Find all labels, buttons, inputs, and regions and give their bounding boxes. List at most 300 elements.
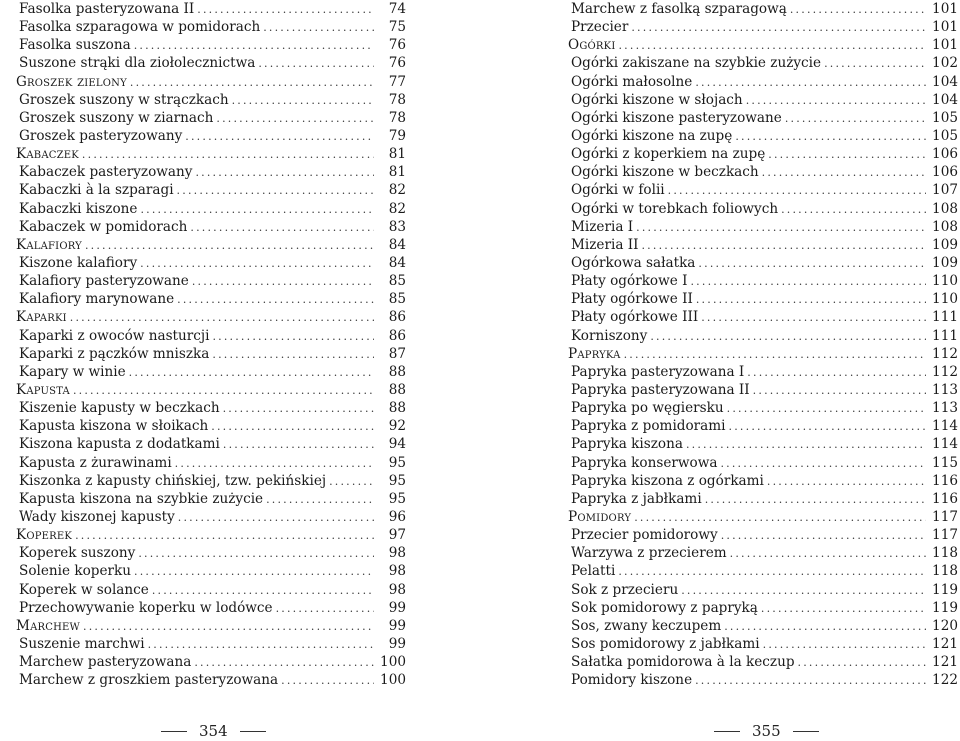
dot-leader [134,563,374,581]
toc-entry-row [568,635,958,653]
toc-page-number: 98 [388,581,406,598]
toc-page-number: 99 [388,635,406,652]
toc-page-number: 122 [932,672,958,689]
toc-entry-title: Fasolka szparagowa w pomidorach [19,19,261,36]
dot-leader [720,455,926,473]
toc-entry-title: Ogórki w folii [571,182,665,199]
toc-entry-title: Kabaczek pasteryzowany [19,164,193,181]
dot-leader [767,473,926,491]
toc-entry-row [568,218,958,236]
toc-category-row [16,236,406,254]
dot-leader [212,328,374,346]
toc-page-number: 109 [932,236,958,253]
toc-entry-title: Sałatka pomidorowa à la keczup [571,654,795,671]
toc-page-number: 102 [932,55,958,72]
toc-entry-row [16,327,406,345]
toc-entry-row [568,200,958,218]
toc-page-number: 99 [388,617,406,634]
toc-right-column [568,0,958,689]
toc-category-row [16,73,406,91]
toc-entry-row [16,109,406,127]
toc-page-number: 98 [388,545,406,562]
dot-leader [177,291,374,309]
dot-leader [790,1,926,19]
toc-entry-row [16,54,406,72]
toc-entry-title: Kapusta z żurawinami [19,454,172,471]
toc-page-number: 85 [388,291,406,308]
dot-leader [329,473,374,491]
toc-entry-row [16,671,406,689]
toc-entry-row [568,363,958,381]
toc-entry-row [16,254,406,272]
toc-entry-row [16,653,406,671]
dot-leader [781,201,926,219]
toc-left-column [16,0,406,689]
toc-entry-row [568,490,958,508]
toc-entry-row [16,272,406,290]
toc-category-title: Kabaczek [16,146,79,163]
dot-leader [690,273,926,291]
dot-leader [824,55,926,73]
toc-entry-row [568,18,958,36]
toc-page-number: 97 [388,527,406,544]
dot-leader [668,182,926,200]
dot-leader [631,19,926,37]
toc-entry-title: Groszek suszony w ziarnach [19,109,214,126]
toc-entry-row [568,381,958,399]
toc-entry-title: Ogórkowa sałatka [571,254,696,271]
dot-leader [82,146,374,164]
toc-entry-title: Kiszenie kapusty w beczkach [19,400,220,417]
dot-leader [129,364,374,382]
dot-leader [195,164,374,182]
toc-entry-title: Solenie koperku [19,563,132,580]
footer-dash [161,731,187,732]
toc-page-number: 118 [932,563,958,580]
toc-entry-row [16,363,406,381]
dot-leader [701,309,926,327]
toc-entry-row [568,671,958,689]
toc-page-number: 116 [932,472,958,489]
toc-page-number: 82 [388,182,406,199]
toc-entry-row [568,290,958,308]
toc-entry-row [16,181,406,199]
dot-leader [192,273,374,291]
toc-entry-title: Papryka po węgiersku [571,400,724,417]
toc-page-number: 110 [932,291,958,308]
dot-leader [148,636,374,654]
toc-entry-title: Przecier [571,19,629,36]
toc-page-number: 114 [932,436,958,453]
dot-leader [634,509,926,527]
toc-entry-title: Ogórki w torebkach foliowych [571,200,779,217]
toc-entry-title: Fasolka suszona [19,37,131,54]
dot-leader [190,219,374,237]
toc-page-number: 76 [388,55,406,72]
toc-entry-title: Ogórki z koperkiem na zupę [571,146,766,163]
toc-entry-row [568,599,958,617]
dot-leader [75,527,374,545]
toc-page-number: 104 [932,73,958,90]
toc-page-number: 108 [932,200,958,217]
toc-entry-title: Mizeria I [571,218,634,235]
dot-leader [212,346,374,364]
toc-entry-row [568,254,958,272]
toc-page-number: 101 [932,1,958,17]
dot-leader [618,37,926,55]
toc-entry-title: Kabaczek w pomidorach [19,218,188,235]
toc-page-number: 99 [388,599,406,616]
toc-entry-row [568,91,958,109]
toc-entry-row [568,417,958,435]
toc-page-number: 87 [388,345,406,362]
toc-entry-title: Kapusta kiszona w słoikach [19,418,209,435]
dot-leader [232,92,374,110]
toc-page-number: 96 [388,508,406,525]
toc-page-number: 119 [932,581,958,598]
toc-page-number: 106 [932,164,958,181]
toc-entry-row [568,327,958,345]
toc-entry-row [568,73,958,91]
toc-entry-row [16,635,406,653]
dot-leader [686,436,926,454]
dot-leader [763,636,926,654]
dot-leader [730,545,926,563]
toc-page-number: 88 [388,363,406,380]
toc-page-number: 112 [932,345,958,362]
toc-category-row [568,36,958,54]
toc-page-number: 108 [932,218,958,235]
dot-leader [185,128,374,146]
dot-leader [281,672,374,690]
dot-leader [85,237,374,255]
toc-entry-row [568,617,958,635]
dot-leader [134,37,374,55]
dot-leader [140,201,374,219]
dot-leader [175,455,374,473]
toc-entry-title: Papryka z pomidorami [571,418,726,435]
toc-entry-row [16,290,406,308]
toc-category-row [16,145,406,163]
dot-leader [138,545,374,563]
toc-entry-row [16,18,406,36]
toc-entry-row [568,581,958,599]
toc-entry-title: Marchew z fasolką szparagową [571,1,787,17]
footer-right-page-number [714,722,819,740]
dot-leader [721,527,926,545]
toc-page-number: 121 [932,654,958,671]
toc-page-number: 118 [932,545,958,562]
toc-entry-title: Kaparki z pączków mniszka [19,345,210,362]
dot-leader [266,491,374,509]
toc-entry-title: Ogórki kiszone pasteryzowane [571,109,782,126]
toc-entry-row [568,181,958,199]
footer-dash [793,731,819,732]
toc-page-number: 114 [932,418,958,435]
toc-category-title: Kalafiory [16,236,82,253]
dot-leader [197,1,374,19]
toc-entry-title: Koperek suszony [19,545,136,562]
dot-leader [263,19,374,37]
toc-entry-title: Kapusta kiszona na szybkie zużycie [19,490,264,507]
toc-entry-title: Sos, zwany keczupem [571,617,722,634]
toc-page-number: 105 [932,109,958,126]
toc-entry-row [16,435,406,453]
toc-page-number: 88 [388,400,406,417]
toc-page-number: 95 [388,472,406,489]
toc-page-number: 83 [388,218,406,235]
toc-page-number: 79 [388,127,406,144]
dot-leader [211,418,374,436]
toc-entry-title: Marchew z groszkiem pasteryzowana [19,672,279,689]
toc-entry-title: Kabaczki kiszone [19,200,138,217]
toc-entry-row [16,562,406,580]
toc-page-number: 117 [932,508,958,525]
toc-category-title: Groszek zielony [16,73,127,90]
toc-entry-row [16,581,406,599]
toc-category-title: Koperek [16,527,73,544]
dot-leader [177,182,374,200]
toc-entry-row [568,472,958,490]
dot-leader [681,582,926,600]
toc-entry-title: Papryka kiszona [571,436,683,453]
toc-entry-title: Ogórki kiszone w beczkach [571,164,759,181]
toc-entry-row [16,163,406,181]
toc-entry-row [16,599,406,617]
toc-page-number: 81 [388,146,406,163]
dot-leader [73,382,374,400]
toc-entry-title: Kaparki z owoców nasturcji [19,327,210,344]
toc-entry-row [16,508,406,526]
dot-leader [70,309,374,327]
toc-page-number: 95 [388,454,406,471]
toc-entry-title: Kiszone kalafiory [19,254,138,271]
toc-page-number: 113 [932,381,958,398]
toc-entry-title: Suszenie marchwi [19,635,145,652]
toc-entry-row [568,272,958,290]
toc-entry-title: Mizeria II [571,236,639,253]
toc-entry-title: Pelatti [571,563,616,580]
toc-entry-row [568,399,958,417]
toc-entry-row [568,544,958,562]
dot-leader [216,110,374,128]
toc-entry-title: Ogórki zakiszane na szybkie zużycie [571,55,822,72]
toc-entry-title: Kalafiory marynowane [19,291,175,308]
toc-entry-row [16,472,406,490]
toc-entry-title: Płaty ogórkowe II [571,291,693,308]
toc-page-number: 101 [932,37,958,54]
dot-leader [798,654,926,672]
toc-page-number: 100 [380,672,406,689]
dot-leader [276,600,374,618]
toc-entry-title: Ogórki kiszone na zupę [571,127,733,144]
toc-entry-row [568,435,958,453]
dot-leader [696,291,926,309]
toc-entry-row [568,54,958,72]
toc-category-title: Ogórki [568,37,616,54]
toc-page-number: 76 [388,37,406,54]
toc-page-number: 81 [388,164,406,181]
page-number: 355 [752,722,781,740]
toc-entry-row [16,345,406,363]
dot-leader [698,255,926,273]
dot-leader [618,563,926,581]
toc-entry-title: Sok pomidorowy z papryką [571,599,758,616]
dot-leader [761,600,926,618]
toc-entry-title: Wady kiszonej kapusty [19,508,175,525]
toc-entry-row [568,109,958,127]
toc-entry-row [16,490,406,508]
toc-entry-row [16,454,406,472]
toc-page-number: 98 [388,563,406,580]
toc-entry-title: Ogórki kiszone w słojach [571,91,743,108]
toc-page-number: 86 [388,327,406,344]
toc-entry-row [16,91,406,109]
dot-leader [636,219,926,237]
toc-page-number: 82 [388,200,406,217]
footer-dash [240,731,266,732]
toc-entry-title: Kiszona kapusta z dodatkami [19,436,220,453]
toc-entry-row [16,200,406,218]
toc-entry-title: Płaty ogórkowe I [571,273,688,290]
toc-page-number: 92 [388,418,406,435]
toc-page-number: 121 [932,635,958,652]
toc-entry-title: Kiszonka z kapusty chińskiej, tzw. pekińskiej [19,472,327,489]
dot-leader [746,92,926,110]
toc-page-number: 78 [388,109,406,126]
toc-entry-row [16,544,406,562]
toc-entry-title: Korniszony [571,327,648,344]
toc-page-number: 77 [388,73,406,90]
toc-entry-row [16,218,406,236]
toc-page-number: 95 [388,490,406,507]
toc-entry-title: Groszek suszony w strączkach [19,91,229,108]
toc-page-number: 100 [380,654,406,671]
toc-page-number: 86 [388,309,406,326]
dot-leader [768,146,926,164]
toc-category-row [16,617,406,635]
dot-leader [83,618,374,636]
toc-page-number: 74 [388,1,406,17]
dot-leader [641,237,926,255]
toc-entry-row [568,145,958,163]
dot-leader [753,382,926,400]
page-number: 354 [199,722,228,740]
toc-entry-row [568,236,958,254]
toc-page-number: 111 [932,309,958,326]
toc-entry-title: Płaty ogórkowe III [571,309,699,326]
toc-page-number: 116 [932,490,958,507]
dot-leader [650,328,926,346]
toc-entry-row [16,417,406,435]
dot-leader [223,400,374,418]
toc-entry-title: Przechowywanie koperku w lodówce [19,599,273,616]
toc-entry-row [16,0,406,18]
toc-page-number: 84 [388,236,406,253]
toc-page-number: 109 [932,254,958,271]
dot-leader [735,128,926,146]
toc-entry-title: Kapary w winie [19,363,126,380]
toc-entry-title: Papryka kiszona z ogórkami [571,472,764,489]
dot-leader [727,400,926,418]
dot-leader [130,74,374,92]
toc-entry-row [568,0,958,18]
toc-page-number: 107 [932,182,958,199]
dot-leader [194,654,374,672]
toc-entry-title: Kabaczki à la szparagi [19,182,174,199]
dot-leader [705,491,926,509]
footer-dash [714,731,740,732]
toc-category-title: Marchew [16,617,81,634]
toc-entry-title: Papryka z jabłkami [571,490,702,507]
toc-entry-title: Koperek w solance [19,581,149,598]
footer-left-page-number [161,722,266,740]
toc-page-number: 115 [932,454,958,471]
toc-entry-row [568,127,958,145]
toc-entry-title: Pomidory kiszone [571,672,693,689]
dot-leader [729,418,926,436]
toc-page-number: 75 [388,19,406,36]
dot-leader [724,618,926,636]
toc-page-number: 101 [932,19,958,36]
toc-entry-title: Warzywa z przecierem [571,545,727,562]
toc-page-number: 94 [388,436,406,453]
toc-page-number: 120 [932,617,958,634]
toc-entry-row [568,653,958,671]
toc-category-title: Kaparki [16,309,67,326]
dot-leader [178,509,374,527]
toc-entry-title: Ogórki małosolne [571,73,693,90]
toc-category-row [568,345,958,363]
toc-page-number: 110 [932,273,958,290]
toc-entry-row [568,526,958,544]
toc-category-title: Kapusta [16,381,70,398]
toc-entry-title: Marchew pasteryzowana [19,654,192,671]
dot-leader [785,110,926,128]
toc-entry-row [568,562,958,580]
toc-entry-title: Papryka pasteryzowana II [571,381,750,398]
toc-entry-title: Przecier pomidorowy [571,527,718,544]
toc-page-number: 111 [932,327,958,344]
dot-leader [152,582,374,600]
dot-leader [695,74,926,92]
toc-entry-title: Papryka konserwowa [571,454,718,471]
dot-leader [140,255,374,273]
dot-leader [223,436,374,454]
toc-page-number: 104 [932,91,958,108]
toc-category-row [16,526,406,544]
toc-entry-row [568,454,958,472]
toc-entry-title: Fasolka pasteryzowana II [19,1,195,17]
dot-leader [258,55,374,73]
toc-entry-title: Sos pomidorowy z jabłkami [571,635,760,652]
toc-entry-title: Sok z przecieru [571,581,679,598]
dot-leader [762,164,926,182]
toc-page-number: 78 [388,91,406,108]
toc-entry-row [16,399,406,417]
toc-entry-row [568,163,958,181]
toc-category-row [568,508,958,526]
toc-entry-title: Kalafiory pasteryzowane [19,273,189,290]
toc-page-number: 106 [932,146,958,163]
toc-entry-row [568,308,958,326]
toc-category-title: Papryka [568,345,621,362]
toc-entry-title: Suszone strąki dla ziołolecznictwa [19,55,256,72]
toc-page-number: 105 [932,127,958,144]
toc-page-number: 85 [388,273,406,290]
toc-page-number: 117 [932,527,958,544]
toc-page-number: 119 [932,599,958,616]
